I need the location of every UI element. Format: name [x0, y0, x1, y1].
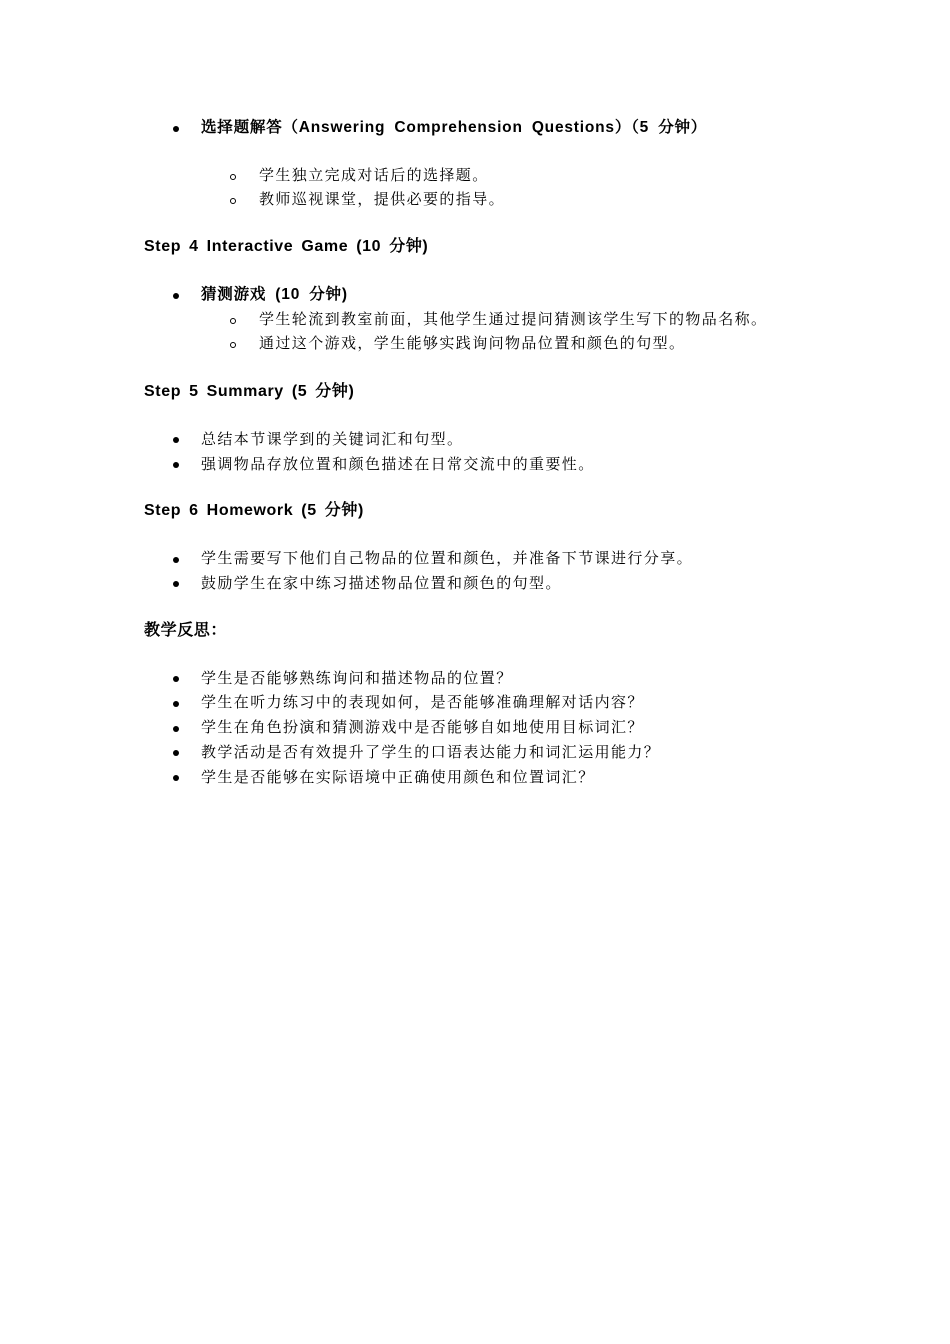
list-item: 教师巡视课堂，提供必要的指导。: [259, 190, 506, 208]
list-item: 学生需要写下他们自己物品的位置和颜色，并准备下节课进行分享。: [201, 549, 694, 567]
bullet: [173, 676, 179, 682]
sub-bullet: [230, 174, 236, 180]
list-item: 学生独立完成对话后的选择题。: [259, 166, 489, 184]
step4-heading: Step 4 Interactive Game (10 分钟): [144, 238, 429, 255]
list-item: 总结本节课学到的关键词汇和句型。: [201, 430, 464, 448]
list-item-title: 选择题解答（Answering Comprehension Questions）（5 分钟）: [201, 119, 708, 136]
sub-bullet: [230, 342, 236, 348]
list-item: 学生是否能够熟练询问和描述物品的位置？: [201, 669, 513, 687]
list-item: 鼓励学生在家中练习描述物品位置和颜色的句型。: [201, 574, 562, 592]
list-item: 学生轮流到教室前面，其他学生通过提问猜测该学生写下的物品名称。: [259, 310, 768, 328]
list-item: 学生是否能够在实际语境中正确使用颜色和位置词汇？: [201, 768, 595, 786]
bullet: [173, 726, 179, 732]
list-item: 学生在听力练习中的表现如何，是否能够准确理解对话内容？: [201, 693, 644, 711]
list-item: 强调物品存放位置和颜色描述在日常交流中的重要性。: [201, 455, 595, 473]
step5-heading: Step 5 Summary (5 分钟): [144, 383, 355, 400]
list-item: 学生在角色扮演和猜测游戏中是否能够自如地使用目标词汇？: [201, 718, 644, 736]
sub-bullet: [230, 318, 236, 324]
bullet: [173, 293, 179, 299]
list-item-title: 猜测游戏 (10 分钟): [201, 286, 348, 303]
step6-heading: Step 6 Homework (5 分钟): [144, 502, 364, 519]
bullet: [173, 701, 179, 707]
bullet: [173, 437, 179, 443]
bullet: [173, 126, 179, 132]
bullet: [173, 462, 179, 468]
reflection-heading: 教学反思：: [144, 622, 228, 639]
list-item: 通过这个游戏，学生能够实践询问物品位置和颜色的句型。: [259, 334, 686, 352]
sub-bullet: [230, 198, 236, 204]
bullet: [173, 775, 179, 781]
bullet: [173, 581, 179, 587]
bullet: [173, 557, 179, 563]
list-item: 教学活动是否有效提升了学生的口语表达能力和词汇运用能力？: [201, 743, 661, 761]
bullet: [173, 750, 179, 756]
